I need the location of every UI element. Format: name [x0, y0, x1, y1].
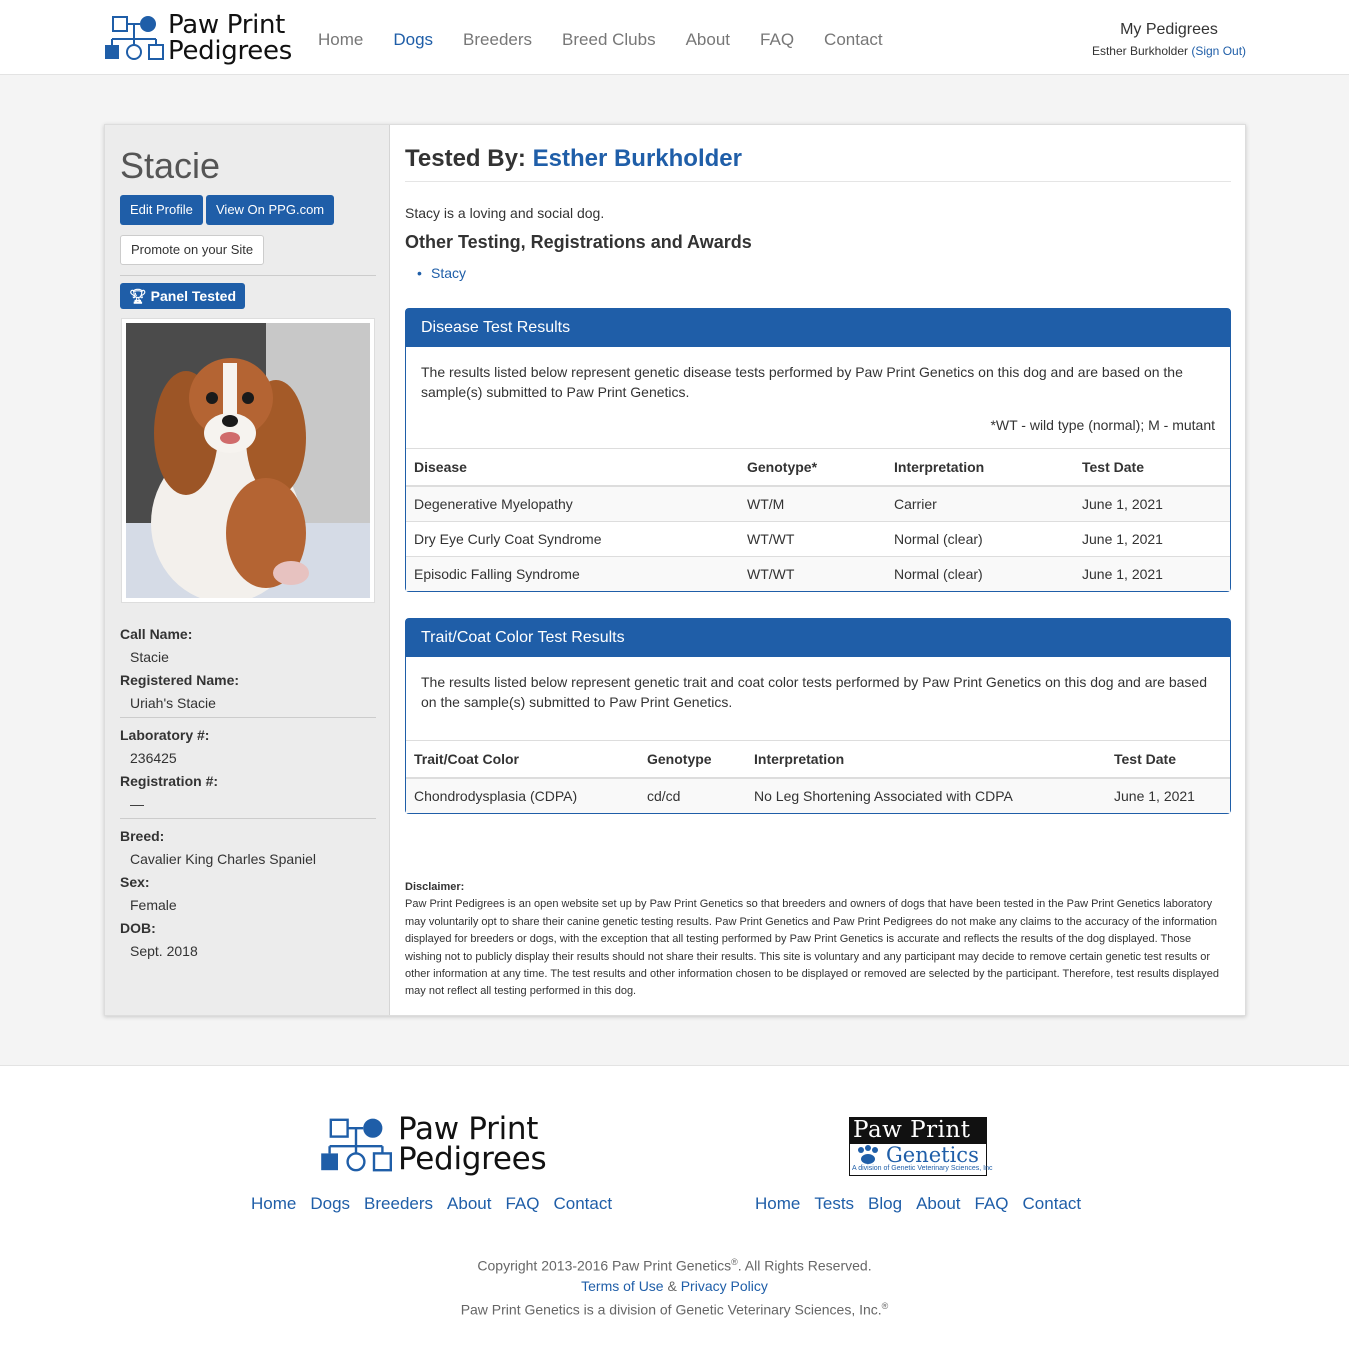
footer-link-breeders[interactable]: Breeders — [364, 1194, 434, 1213]
account-area — [1079, 20, 1259, 58]
registration-label: Registration #: — [120, 773, 219, 789]
call-name-label: Call Name: — [120, 626, 193, 642]
registration-value: — — [130, 796, 144, 812]
dog-sidebar — [105, 125, 390, 1015]
divider — [120, 717, 376, 718]
genotype-note: *WT - wild type (normal); M - mutant — [990, 417, 1215, 433]
paw-icon — [854, 1144, 884, 1166]
trait-table — [406, 740, 1230, 813]
dog-description: Stacy is a loving and social dog. — [405, 205, 605, 221]
footer-link-tests[interactable]: Tests — [814, 1194, 855, 1213]
copyright-block: Copyright 2013-2016 Paw Print Genetics®. All Rights Reserved. Terms of Use & Privacy Policy Paw Print Genetics is a division of Genetic Veterinary Sciences, Inc.® — [460, 1257, 889, 1318]
laboratory-value: 236425 — [130, 750, 177, 766]
ppg-logo-sub: A division of Genetic Veterinary Sciences, Inc — [852, 1165, 993, 1172]
disclaimer-text: Paw Print Pedigrees is an open website set up by Paw Print Genetics so that breeders and owners of dogs that have been tested in the Paw Print Genetics laboratory may voluntarily opt to share their canine genetic testing results. Paw Print Genetics and Paw Print Pedigrees do not make any claims to the accuracy of the information displayed for breeders or dogs, with the exception that all testing performed by Paw Print Genetics is accurate and reflects the results of the dog displayed. Those wishing not to publicly display their results should not share their results. This site is voluntary and any participant may decide to remove certain genetic test results or other information at any time. The test results and other information chosen to be displayed or removed are selected by the participant. Therefore, test results displayed may not reflect all testing performed in this dog. — [405, 898, 1220, 998]
privacy-link[interactable]: Privacy Policy — [680, 1277, 768, 1294]
logo-line1: Paw Print — [168, 10, 286, 40]
footer-link-home[interactable]: Home — [755, 1194, 801, 1213]
panel-tested-badge: 🏆︎ Panel Tested — [120, 283, 245, 309]
dob-label: DOB: — [120, 920, 156, 936]
trait-panel-title: Trait/Coat Color Test Results — [406, 619, 1230, 657]
nav-dogs[interactable]: Dogs — [393, 30, 434, 49]
footer-pedigrees-links — [251, 1194, 626, 1214]
table-row: Dry Eye Curly Coat Syndrome WT/WT Normal (clear) June 1, 2021 — [406, 522, 1230, 557]
dob-value: Sept. 2018 — [130, 943, 198, 959]
laboratory-label: Laboratory #: — [120, 727, 210, 743]
column-header: Disease — [406, 449, 739, 487]
site-footer — [0, 1065, 1349, 1372]
sex-label: Sex: — [120, 874, 150, 890]
footer-link-about[interactable]: About — [916, 1194, 961, 1213]
registered-name-value: Uriah's Stacie — [130, 695, 216, 711]
footer-link-contact[interactable]: Contact — [553, 1194, 613, 1213]
other-testing-item[interactable]: • Stacy — [431, 265, 466, 281]
nav-breed-clubs[interactable]: Breed Clubs — [562, 30, 656, 49]
column-header: Genotype* — [739, 449, 886, 487]
trait-intro: The results listed below represent genetic trait and coat color tests performed by Paw Print Genetics on this dog and are based on the sample(s) submitted to Paw Print Genetics. — [421, 674, 1207, 710]
breed-value: Cavalier King Charles Spaniel — [130, 851, 316, 867]
call-name-value: Stacie — [130, 649, 169, 665]
pedigree-logo-icon — [104, 15, 164, 61]
divider — [405, 181, 1231, 182]
nav-faq[interactable]: FAQ — [760, 30, 795, 49]
sex-value: Female — [130, 897, 177, 913]
trait-results-panel — [405, 618, 1231, 814]
disease-intro: The results listed below represent genetic disease tests performed by Paw Print Genetics on this dog and are based on the sample(s) submitted to Paw Print Genetics. — [421, 364, 1183, 400]
ppg-logo-top: Paw Print — [853, 1117, 971, 1143]
footer-link-dogs[interactable]: Dogs — [310, 1194, 351, 1213]
table-row: Degenerative Myelopathy WT/M Carrier June 1, 2021 — [406, 486, 1230, 522]
column-header: Test Date — [1106, 741, 1230, 779]
nav-home[interactable]: Home — [318, 30, 364, 49]
nav-about[interactable]: About — [685, 30, 731, 49]
edit-profile-button[interactable]: Edit Profile — [120, 195, 203, 225]
registered-name-label: Registered Name: — [120, 672, 240, 688]
disclaimer-title: Disclaimer: — [405, 881, 465, 893]
footer-logo-line2: Pedigrees — [398, 1141, 547, 1177]
divider — [120, 275, 376, 276]
nav-contact[interactable]: Contact — [824, 30, 883, 49]
dog-photo — [121, 318, 375, 603]
dog-name: Stacie — [120, 145, 221, 186]
division-text: Paw Print Genetics is a division of Genetic Veterinary Sciences, Inc. — [460, 1301, 882, 1318]
breed-label: Breed: — [120, 828, 165, 844]
disease-table — [406, 448, 1230, 591]
column-header: Interpretation — [746, 741, 1106, 779]
disease-panel-title: Disease Test Results — [406, 309, 1230, 347]
footer-link-contact[interactable]: Contact — [1022, 1194, 1082, 1213]
user-name: Esther Burkholder — [1091, 44, 1188, 58]
column-header: Genotype — [639, 741, 746, 779]
logo-line2: Pedigrees — [168, 36, 292, 66]
site-logo[interactable] — [104, 12, 294, 64]
table-row: Chondrodysplasia (CDPA) cd/cd No Leg Shortening Associated with CDPA June 1, 2021 — [406, 778, 1230, 813]
nav-breeders[interactable]: Breeders — [463, 30, 533, 49]
view-on-ppg-button[interactable]: View On PPG.com — [206, 195, 334, 225]
column-header: Trait/Coat Color — [406, 741, 639, 779]
tested-by-heading: Tested By: Esther Burkholder — [405, 145, 742, 172]
disclaimer — [405, 879, 1223, 1001]
trophy-icon: 🏆︎ — [129, 288, 147, 304]
pedigree-logo-icon — [320, 1117, 392, 1173]
main-nav — [318, 30, 913, 50]
other-testing-heading: Other Testing, Registrations and Awards — [405, 232, 752, 252]
column-header: Test Date — [1074, 449, 1230, 487]
promote-button[interactable]: Promote on your Site — [120, 235, 264, 265]
footer-link-faq[interactable]: FAQ — [974, 1194, 1009, 1213]
footer-link-about[interactable]: About — [447, 1194, 492, 1213]
footer-link-blog[interactable]: Blog — [868, 1194, 903, 1213]
column-header: Interpretation — [886, 449, 1074, 487]
footer-logo-line1: Paw Print — [398, 1111, 539, 1147]
ppg-logo-bottom: Genetics — [886, 1143, 979, 1167]
dog-image — [126, 323, 370, 598]
tested-by-link[interactable]: Esther Burkholder — [532, 145, 742, 172]
disease-results-panel — [405, 308, 1231, 592]
copyright-text: Copyright 2013-2016 Paw Print Genetics — [477, 1257, 732, 1274]
paw-print-genetics-logo[interactable] — [849, 1117, 993, 1176]
footer-genetics-links — [755, 1194, 1095, 1214]
terms-link[interactable]: Terms of Use — [581, 1277, 664, 1294]
my-pedigrees-link[interactable]: My Pedigrees — [1120, 21, 1218, 38]
dog-profile-card — [104, 124, 1246, 1016]
sign-out-link[interactable]: (Sign Out) — [1191, 44, 1247, 58]
divider — [120, 818, 376, 819]
footer-link-faq[interactable]: FAQ — [505, 1194, 540, 1213]
footer-pedigrees-logo[interactable] — [320, 1111, 550, 1178]
table-row: Episodic Falling Syndrome WT/WT Normal (clear) June 1, 2021 — [406, 557, 1230, 592]
footer-link-home[interactable]: Home — [251, 1194, 297, 1213]
top-navbar — [0, 0, 1349, 75]
